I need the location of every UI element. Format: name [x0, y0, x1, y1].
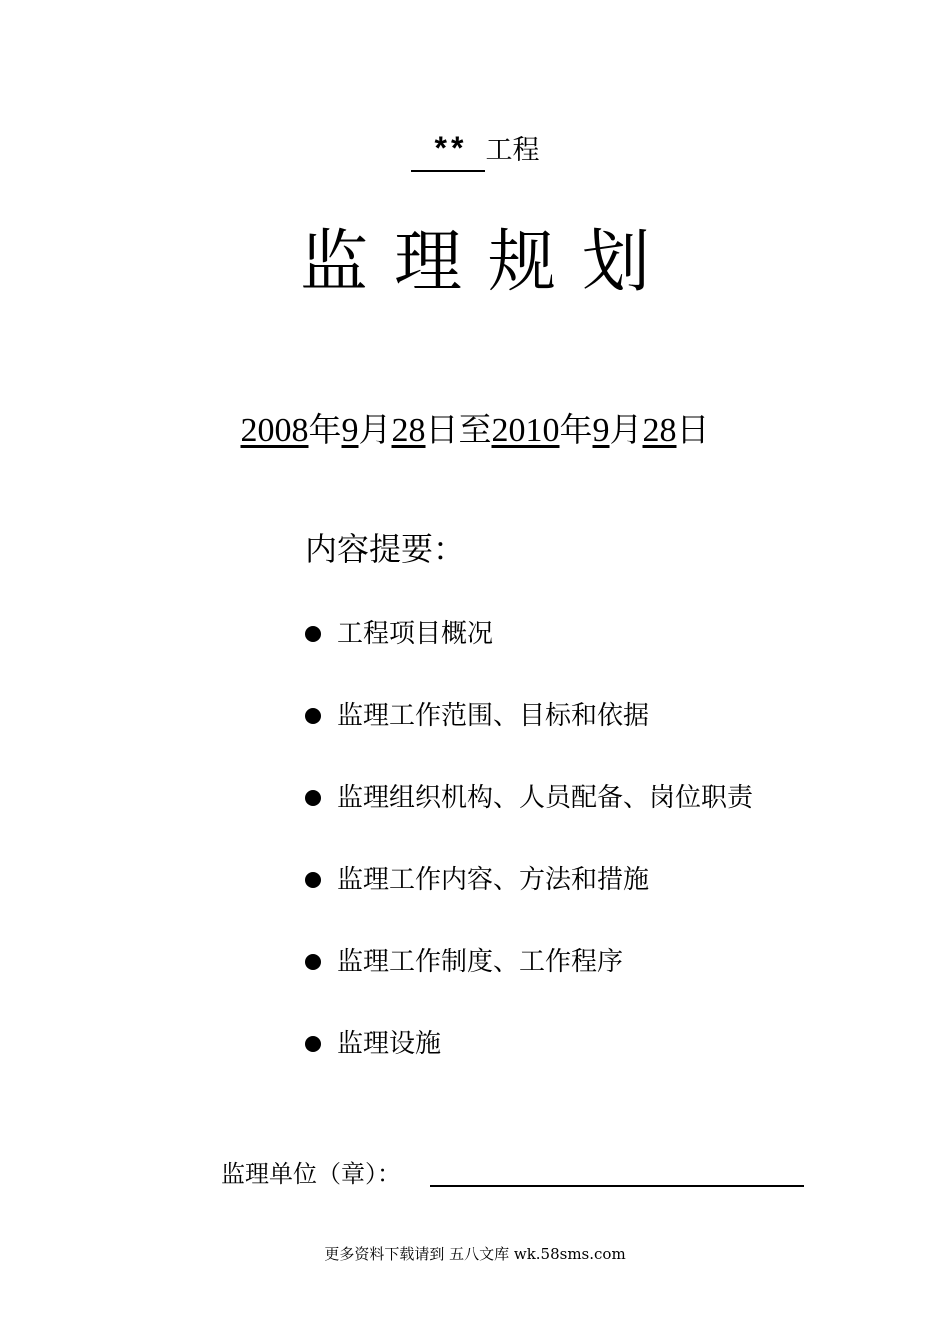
supervision-unit-label: 监理单位（章）：: [221, 1160, 401, 1188]
end-day: 28: [642, 412, 677, 449]
day-char: 日: [676, 410, 710, 449]
list-item: [305, 1022, 753, 1104]
document-title: 监理规划: [299, 223, 676, 302]
month-char: 月: [609, 410, 643, 449]
bullet-icon: [305, 790, 321, 806]
list-item-text: 工程项目概况: [337, 619, 494, 649]
year-char: 年: [559, 410, 593, 449]
project-name-line: [0, 128, 950, 172]
signature-line: [430, 1185, 804, 1187]
bullet-icon: [305, 708, 321, 724]
summary-heading: 内容提要：: [305, 530, 466, 568]
start-year: 2008: [240, 412, 309, 449]
project-name-placeholder: **: [411, 128, 486, 172]
bullet-icon: [305, 954, 321, 970]
footer-text: 更多资料下载请到 五八文库 wk.58sms.com: [324, 1245, 626, 1263]
bullet-icon: [305, 626, 321, 642]
project-suffix: 工程: [485, 135, 540, 166]
list-item: [305, 612, 753, 694]
list-item-text: 监理工作制度、工作程序: [337, 947, 624, 977]
start-day: 28: [391, 412, 426, 449]
year-char: 年: [308, 410, 342, 449]
list-item: [305, 694, 753, 776]
list-item-text: 监理组织机构、人员配备、岗位职责: [337, 783, 754, 813]
list-item-text: 监理工作范围、目标和依据: [337, 701, 650, 731]
end-month: 9: [592, 412, 610, 449]
start-month: 9: [341, 412, 359, 449]
list-item: [305, 858, 753, 940]
bullet-icon: [305, 1036, 321, 1052]
date-range: [0, 406, 950, 455]
bullet-icon: [305, 872, 321, 888]
list-item: [305, 776, 753, 858]
day-char: 日: [425, 410, 459, 449]
list-item-text: 监理工作内容、方法和措施: [337, 865, 650, 895]
list-item-text: 监理设施: [337, 1029, 442, 1059]
list-item: [305, 940, 753, 1022]
to-char: 至: [458, 410, 492, 449]
contents-list: [305, 612, 753, 1104]
end-year: 2010: [491, 412, 560, 449]
month-char: 月: [358, 410, 392, 449]
